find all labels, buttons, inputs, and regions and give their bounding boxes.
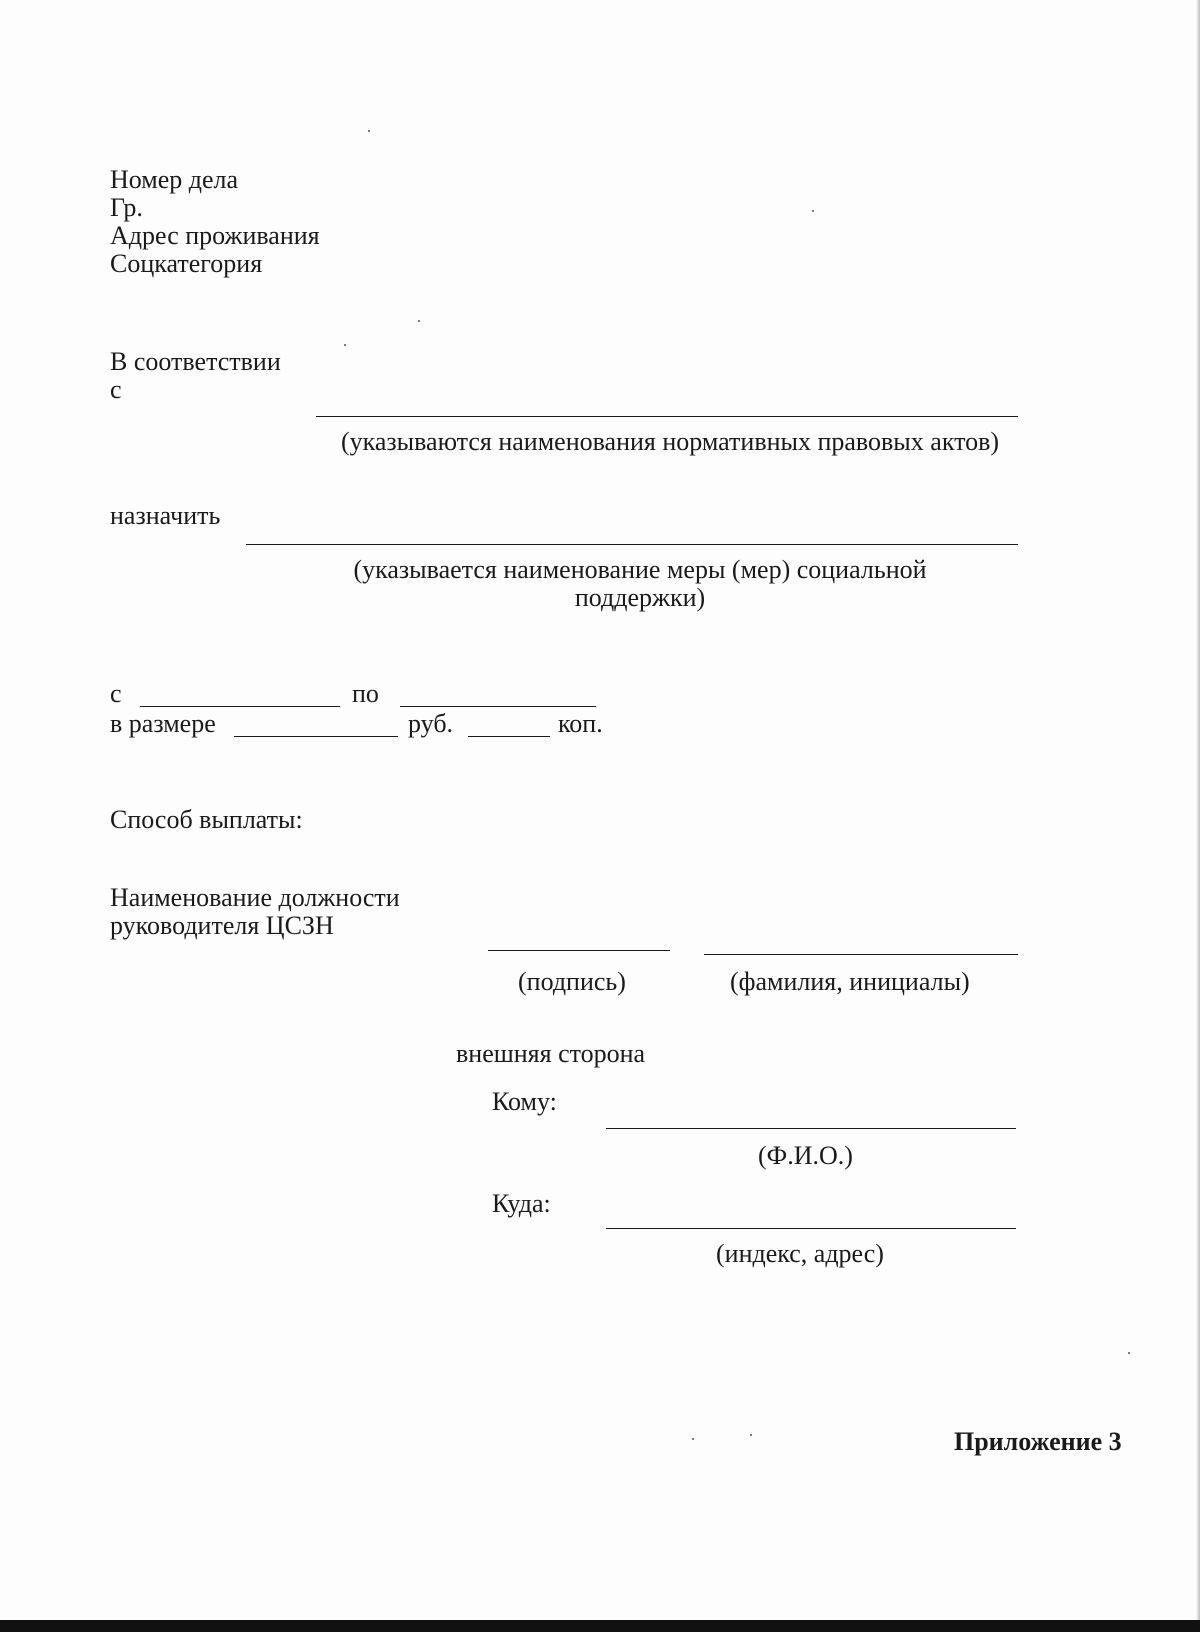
period-from-label: с: [110, 679, 122, 708]
kop-label: коп.: [558, 709, 603, 738]
address-to-label: Куда:: [492, 1189, 551, 1218]
amount-rub-blank: [234, 736, 398, 737]
case-number-label: Номер дела: [110, 165, 239, 194]
payment-method-label: Способ выплаты:: [110, 805, 303, 834]
legal-acts-underline: [316, 416, 1018, 417]
name-hint: (фамилия, инициалы): [730, 967, 970, 996]
head-position-line-1: Наименование должности: [110, 883, 400, 912]
address-to-blank: [606, 1228, 1016, 1229]
recipient-blank: [606, 1128, 1016, 1129]
amount-label: в размере: [110, 709, 216, 738]
recipient-label: Кому:: [492, 1087, 557, 1116]
citizen-label: Гр.: [110, 193, 143, 222]
amount-kop-blank: [468, 736, 550, 737]
scan-edge-bottom: [0, 1620, 1200, 1632]
signature-hint: (подпись): [518, 967, 626, 996]
accordance-line-2: с: [110, 375, 122, 404]
scan-edge-right: [1196, 0, 1200, 1632]
address-to-hint: (индекс, адрес): [716, 1239, 884, 1268]
rub-label: руб.: [408, 709, 454, 738]
social-category-label: Соцкатегория: [110, 249, 263, 278]
address-label: Адрес проживания: [110, 221, 320, 250]
period-to-label: по: [352, 679, 379, 708]
recipient-hint: (Ф.И.О.): [758, 1141, 853, 1170]
outer-side-title: внешняя сторона: [456, 1039, 646, 1068]
scan-speck: [812, 210, 814, 212]
period-to-blank: [400, 706, 596, 707]
assign-label: назначить: [110, 501, 221, 530]
name-blank: [704, 954, 1018, 955]
scan-speck: [1128, 1352, 1130, 1354]
support-measure-underline: [246, 544, 1018, 545]
legal-acts-hint: (указываются наименования нормативных правовых актов): [340, 427, 1000, 456]
head-position-line-2: руководителя ЦСЗН: [110, 911, 334, 940]
scan-speck: [692, 1438, 694, 1440]
scan-speck: [750, 1434, 752, 1436]
support-measure-hint: (указывается наименование меры (мер) социальной поддержки): [353, 555, 927, 612]
accordance-line-1: В соответствии: [110, 347, 281, 376]
scan-speck: [418, 320, 420, 322]
scan-speck: [368, 130, 370, 132]
signature-blank: [488, 950, 670, 951]
appendix-label: Приложение 3: [954, 1427, 1122, 1456]
period-from-blank: [140, 706, 340, 707]
scan-speck: [344, 344, 346, 346]
